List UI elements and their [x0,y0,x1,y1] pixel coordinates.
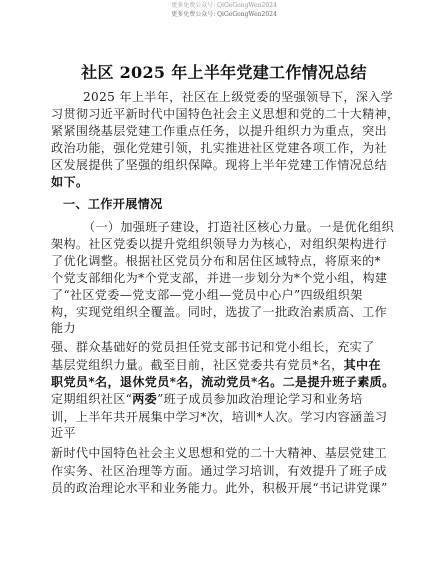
text-run: ”班子成员参加政治理论学习和业务培 [157,392,363,406]
paragraph-line [83,89,393,105]
text-run: 2025 年上半年，社区在上级党委的坚强领导下，深入学 [83,90,394,104]
header-promo-line: 更多免费公众号: QiGeGongWen2024 [171,11,277,18]
text-run: 新时代中国特色社会主义思想和党的二十大精神、基层党建工 [51,446,387,460]
paragraph-line [51,374,395,390]
text-run: 员的政治理论水平和业务能力。此外，积极开展“书记讲党课” [51,481,388,495]
bold-text-run: 一、工作开展情况 [63,197,163,211]
text-run: 习贯彻习近平新时代中国特色社会主义思想和党的二十大精神， [51,107,400,121]
text-run: 区发展提供了坚强的组织保障。现将上半年党建工作情况总结 [51,158,387,172]
text-run: 基层党组织力量。截至目前，社区党委共有党员*名， [51,358,344,372]
paragraph-line [51,463,387,479]
text-run: 了“社区党委—党支部—党小组—党员中心户”四级组织架 [51,288,363,302]
text-run: 个党支部细化为*个党支部，并进一步划分为*个党小组，构建 [51,271,388,285]
paragraph-line [51,140,387,156]
paragraph-line [51,480,388,496]
paragraph-line [51,357,381,373]
paragraph-line [51,339,375,355]
paragraph-line [51,174,88,190]
paragraph-line [51,106,399,122]
paragraph-line [51,425,76,441]
bold-text-run: 其中在 [343,358,381,372]
bold-text-run: 两委 [132,392,158,406]
text-run: 近平 [51,426,76,440]
bold-text-run: 如下。 [51,175,89,189]
paragraph-line [51,409,387,425]
text-run: 能力 [51,321,76,335]
text-run: 定期组织社区“ [51,392,133,406]
paragraph-line [83,219,394,235]
paragraph-line [51,270,387,286]
paragraph-line [51,123,387,139]
paragraph-line [51,287,363,303]
text-run: 强、群众基础好的党员担任党支部书记和党小组长，充实了 [51,340,375,354]
paragraph-line [51,445,387,461]
bold-text-run: 职党员*名，退休党员*名，流动党员*名。二是提升班子素质。 [51,375,395,389]
paragraph-line [51,320,76,336]
header-promo-line: 更多免费公众号: QiGeGongWen2024 [171,2,277,9]
text-run: （一）加强班子建设，打造社区核心力量。一是优化组织 [83,220,395,234]
text-run: 训，上半年共开展集中学习*次，培训*人次。学习内容涵盖习 [51,410,388,424]
page-title: 社区 2025 年上半年党建工作情况总结 [81,63,367,82]
text-run: 紧紧围绕基层党建工作重点任务，以提升组织力为重点，突出 [51,124,387,138]
text-run: 政治功能，强化党建引领，扎实推进社区党建各项工作，为社 [51,141,387,155]
paragraph-line [51,391,363,407]
paragraph-line [51,157,387,173]
text-run: 了优化调整。根据社区党员分布和居住区域特点，将原来的* [51,254,381,268]
paragraph-line [51,253,381,269]
text-run: 作实务、社区治理等方面。通过学习培训，有效提升了班子成 [51,464,387,478]
paragraph-line [63,196,163,212]
paragraph-line [51,236,387,252]
text-run: 架构。社区党委以提升党组织领导力为核心，对组织架构进行 [51,237,387,251]
paragraph-line [51,304,387,320]
text-run: 构，实现党组织全覆盖。同时，选拔了一批政治素质高、工作 [51,305,387,319]
